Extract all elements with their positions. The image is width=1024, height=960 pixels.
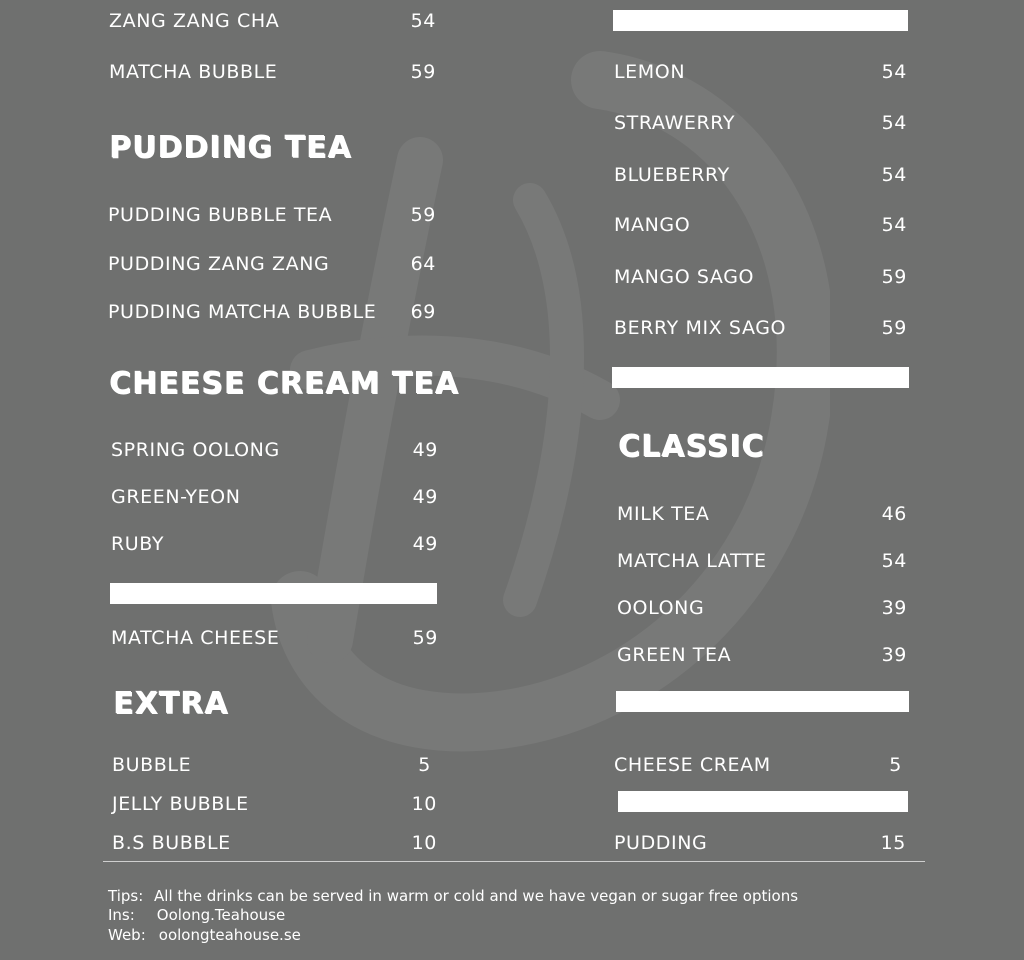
footer-web — [108, 925, 301, 945]
divider-bar — [616, 691, 909, 712]
menu-item — [111, 625, 438, 651]
item-price: 39 — [881, 597, 907, 619]
item-name: PUDDING ZANG ZANG — [108, 253, 330, 275]
item-price: 5 — [889, 754, 902, 776]
item-name: MATCHA LATTE — [617, 550, 767, 572]
item-name: SPRING OOLONG — [111, 439, 280, 461]
item-name: CHEESE CREAM — [614, 754, 771, 776]
item-price: 54 — [881, 61, 907, 83]
item-price: 69 — [410, 301, 436, 323]
item-price: 5 — [418, 754, 431, 776]
item-price: 10 — [411, 793, 437, 815]
menu-item — [111, 531, 438, 557]
menu-item — [112, 752, 431, 778]
item-name: MILK TEA — [617, 503, 710, 525]
tips-label: Tips: — [108, 887, 144, 905]
divider-bar — [110, 583, 437, 604]
item-price: 59 — [410, 61, 436, 83]
menu-item — [614, 315, 907, 341]
item-name: PUDDING MATCHA BUBBLE — [108, 301, 377, 323]
instagram-handle[interactable]: Oolong.Teahouse — [156, 906, 286, 924]
footer-tips — [108, 886, 798, 906]
item-price: 10 — [411, 832, 437, 854]
item-name: PUDDING BUBBLE TEA — [108, 204, 333, 226]
footer-instagram — [108, 905, 285, 925]
item-name: BLUEBERRY — [614, 164, 730, 186]
menu-item — [614, 162, 907, 188]
item-price: 64 — [410, 253, 436, 275]
item-price: 54 — [410, 10, 436, 32]
item-name: RUBY — [111, 533, 165, 555]
item-name: BUBBLE — [112, 754, 192, 776]
menu-item — [617, 595, 907, 621]
divider-bar — [612, 367, 909, 388]
ins-label: Ins: — [108, 906, 135, 924]
item-name: ZANG ZANG CHA — [109, 10, 280, 32]
item-name: MATCHA BUBBLE — [109, 61, 278, 83]
menu-item — [108, 299, 436, 325]
section-heading-cheese-cream-tea: CHEESE CREAM TEA — [109, 366, 459, 401]
item-name: MATCHA CHEESE — [111, 627, 280, 649]
item-price: 59 — [881, 317, 907, 339]
item-price: 59 — [881, 266, 907, 288]
section-heading-pudding-tea: PUDDING TEA — [109, 130, 352, 165]
item-name: OOLONG — [617, 597, 705, 619]
item-price: 15 — [880, 832, 906, 854]
menu-item — [112, 830, 437, 856]
footer-divider-line — [103, 861, 925, 862]
menu-item — [614, 264, 907, 290]
item-price: 54 — [881, 164, 907, 186]
item-name: B.S BUBBLE — [112, 832, 231, 854]
item-price: 59 — [412, 627, 438, 649]
item-name: MANGO SAGO — [614, 266, 755, 288]
menu-item — [614, 752, 902, 778]
item-price: 54 — [881, 550, 907, 572]
item-name: PUDDING — [614, 832, 708, 854]
menu-item — [617, 642, 907, 668]
item-price: 54 — [881, 214, 907, 236]
item-price: 49 — [412, 486, 438, 508]
menu-item — [614, 59, 907, 85]
menu-item — [112, 791, 437, 817]
menu-item — [109, 59, 436, 85]
tips-text: All the drinks can be served in warm or cold and we have vegan or sugar free options — [154, 887, 799, 905]
item-name: STRAWERRY — [614, 112, 736, 134]
section-heading-extra: EXTRA — [113, 686, 229, 721]
menu-item — [111, 484, 438, 510]
menu-item — [108, 251, 436, 277]
item-name: LEMON — [614, 61, 686, 83]
item-price: 59 — [410, 204, 436, 226]
menu-item — [109, 8, 436, 34]
item-name: MANGO — [614, 214, 691, 236]
item-price: 54 — [881, 112, 907, 134]
divider-bar — [613, 10, 908, 31]
section-heading-classic: CLASSIC — [618, 429, 765, 464]
website-link[interactable]: oolongteahouse.se — [158, 926, 301, 944]
item-price: 46 — [881, 503, 907, 525]
item-name: JELLY BUBBLE — [112, 793, 249, 815]
item-name: BERRY MIX SAGO — [614, 317, 787, 339]
divider-bar — [618, 791, 908, 812]
menu-item — [617, 501, 907, 527]
menu-item — [617, 548, 907, 574]
menu-item — [108, 202, 436, 228]
item-name: GREEN TEA — [617, 644, 732, 666]
item-price: 49 — [412, 533, 438, 555]
item-price: 49 — [412, 439, 438, 461]
menu-item — [614, 110, 907, 136]
item-name: GREEN-YEON — [111, 486, 241, 508]
item-price: 39 — [881, 644, 907, 666]
menu-item — [614, 212, 907, 238]
menu-item — [614, 830, 906, 856]
menu-item — [111, 437, 438, 463]
web-label: Web: — [108, 926, 146, 944]
